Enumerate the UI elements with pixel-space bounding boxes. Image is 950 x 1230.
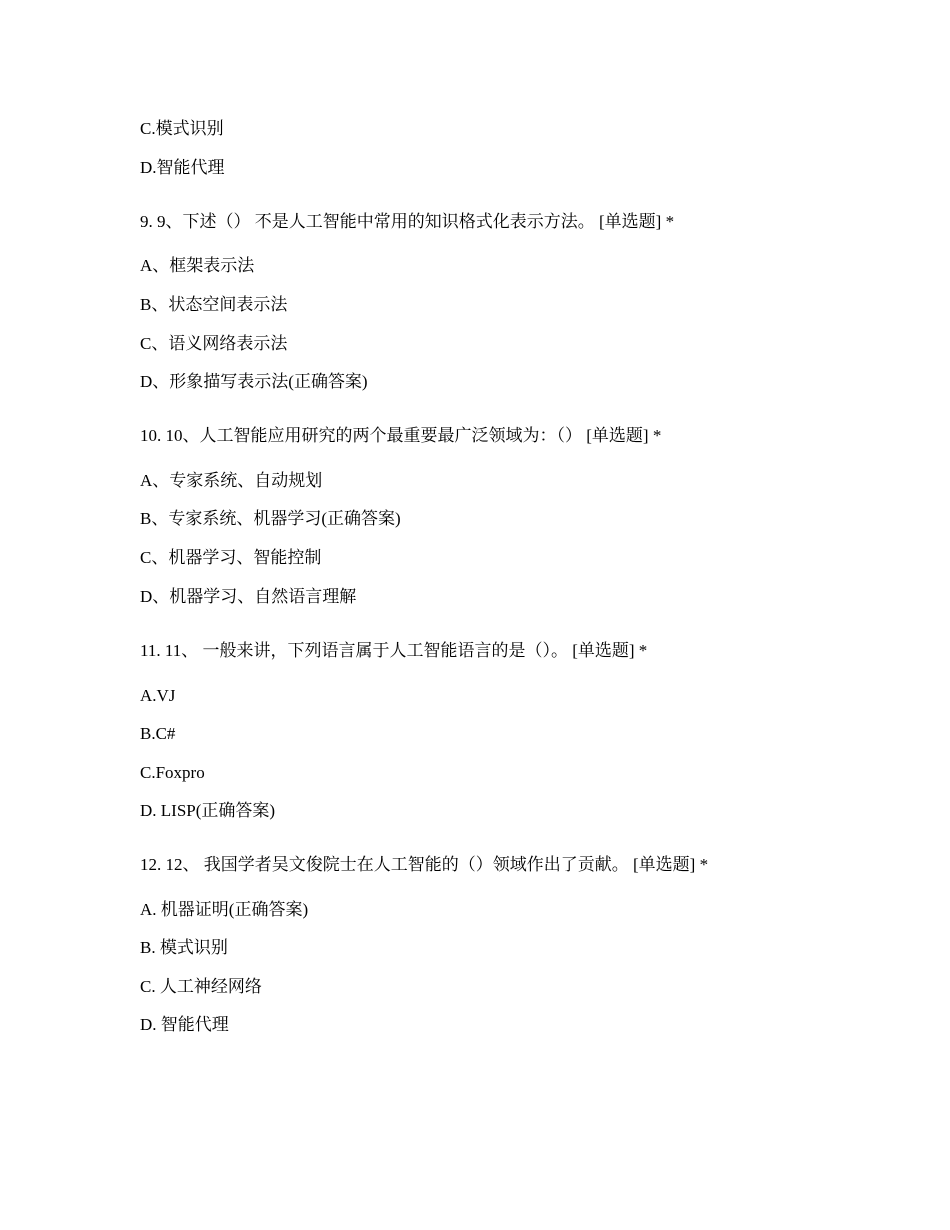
option-d-q8: D.智能代理 <box>140 158 225 177</box>
option-a-q11: A.VJ <box>140 686 176 705</box>
question-12: 12. 12、 我国学者吴文俊院士在人工智能的（）领域作出了贡献。 [单选题] * <box>140 855 709 874</box>
option-a-q10: A、专家系统、自动规划 <box>140 471 323 490</box>
option-a-q9: A、框架表示法 <box>140 256 255 275</box>
option-d-q12: D. 智能代理 <box>140 1015 229 1034</box>
option-a-q12: A. 机器证明(正确答案) <box>140 900 309 919</box>
option-c-q9: C、语义网络表示法 <box>140 334 288 353</box>
option-d-q10: D、机器学习、自然语言理解 <box>140 587 357 606</box>
option-c-q8: C.模式识别 <box>140 119 224 138</box>
option-b-q9: B、状态空间表示法 <box>140 295 288 314</box>
option-b-q12: B. 模式识别 <box>140 938 228 957</box>
option-d-q9: D、形象描写表示法(正确答案) <box>140 372 368 391</box>
option-b-q10: B、专家系统、机器学习(正确答案) <box>140 509 401 528</box>
option-c-q10: C、机器学习、智能控制 <box>140 548 322 567</box>
option-d-q11: D. LISP(正确答案) <box>140 801 276 820</box>
question-9: 9. 9、下述（） 不是人工智能中常用的知识格式化表示方法。 [单选题] * <box>140 212 675 231</box>
option-b-q11: B.C# <box>140 724 176 743</box>
option-c-q11: C.Foxpro <box>140 763 205 782</box>
question-11: 11. 11、 一般来讲，下列语言属于人工智能语言的是（）。 [单选题] * <box>140 641 648 660</box>
question-10: 10. 10、人工智能应用研究的两个最重要最广泛领域为：（） [单选题] * <box>140 426 662 445</box>
option-c-q12: C. 人工神经网络 <box>140 977 262 996</box>
